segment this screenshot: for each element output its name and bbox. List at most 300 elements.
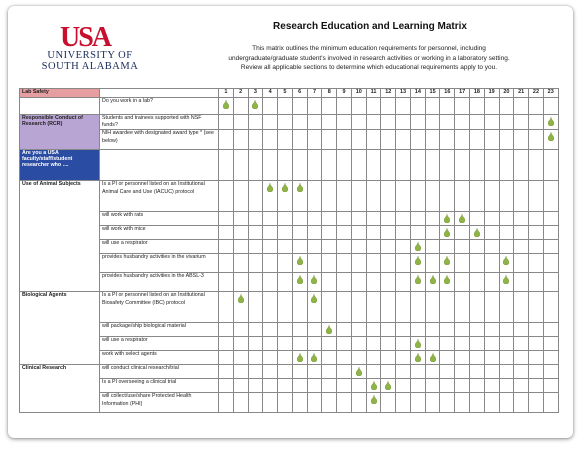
matrix-cell [263,351,278,365]
matrix-cell [219,393,234,413]
matrix-cell [543,226,558,240]
matrix-cell [292,212,307,226]
matrix-cell [440,365,455,379]
matrix-cell [529,365,544,379]
matrix-cell [425,212,440,226]
matrix-cell [425,226,440,240]
matrix-cell [529,351,544,365]
matrix-cell [292,337,307,351]
matrix-cell [543,240,558,254]
question-text: Is a PI or personnel listed on an Institutional Animal Care and Use (IACUC) protocol [100,181,219,212]
question-text: will use a respirator [100,337,219,351]
requirement-drop-icon [311,353,317,362]
matrix-cell [219,240,234,254]
matrix-cell [278,115,293,130]
matrix-cell [381,254,396,273]
matrix-cell [292,130,307,150]
matrix-cell [514,240,529,254]
question-text: will conduct clinical research/trial [100,365,219,379]
matrix-cell [292,323,307,337]
matrix-cell [366,351,381,365]
matrix-cell [514,150,529,181]
matrix-cell [381,240,396,254]
matrix-cell [499,150,514,181]
matrix-cell [322,273,337,292]
matrix-cell [514,323,529,337]
column-number: 18 [470,89,485,98]
matrix-cell [440,351,455,365]
column-number: 21 [514,89,529,98]
matrix-cell [322,226,337,240]
matrix-cell [263,98,278,115]
matrix-cell [425,130,440,150]
matrix-cell [292,240,307,254]
matrix-cell [499,240,514,254]
question-text: provides husbandry activities in the ABSL-3 [100,273,219,292]
matrix-cell [248,212,263,226]
matrix-cell [351,212,366,226]
matrix-cell [455,273,470,292]
matrix-cell [455,254,470,273]
matrix-cell [337,181,352,212]
matrix-cell [263,240,278,254]
matrix-cell [366,337,381,351]
matrix-cell [248,240,263,254]
matrix-row [20,337,559,351]
matrix-cell [351,240,366,254]
matrix-cell [263,337,278,351]
matrix-cell [529,393,544,413]
column-number: 10 [351,89,366,98]
matrix-cell [484,365,499,379]
matrix-cell [278,240,293,254]
matrix-cell [219,115,234,130]
matrix-row [20,351,559,365]
matrix-cell [351,150,366,181]
matrix-cell [366,130,381,150]
matrix-cell [263,130,278,150]
matrix-cell [440,150,455,181]
matrix-cell [410,181,425,212]
matrix-cell [322,115,337,130]
matrix-cell [425,351,440,365]
matrix-cell [440,212,455,226]
matrix-cell [322,351,337,365]
matrix-cell [470,365,485,379]
matrix-cell [292,115,307,130]
matrix-cell [514,212,529,226]
matrix-cell [278,212,293,226]
column-number: 6 [292,89,307,98]
matrix-cell [292,292,307,323]
matrix-cell [455,98,470,115]
matrix-row [20,292,559,323]
matrix-cell [278,351,293,365]
matrix-cell [499,273,514,292]
column-number: 16 [440,89,455,98]
matrix-cell [396,351,411,365]
matrix-cell [514,254,529,273]
matrix-cell [410,240,425,254]
matrix-cell [381,273,396,292]
matrix-cell [366,254,381,273]
matrix-cell [514,226,529,240]
matrix-cell [470,351,485,365]
matrix-cell [543,181,558,212]
requirement-drop-icon [444,228,450,237]
matrix-cell [322,98,337,115]
matrix-cell [470,273,485,292]
matrix-cell [410,150,425,181]
matrix-cell [425,240,440,254]
matrix-cell [337,98,352,115]
matrix-cell [307,292,322,323]
question-text: work with select agents [100,351,219,365]
matrix-cell [351,323,366,337]
matrix-cell [337,150,352,181]
requirement-drop-icon [548,132,554,141]
matrix-cell [410,226,425,240]
matrix-row [20,254,559,273]
matrix-cell [455,337,470,351]
matrix-cell [278,365,293,379]
matrix-cell [529,240,544,254]
matrix-cell [529,212,544,226]
matrix-cell [292,273,307,292]
matrix-cell [484,393,499,413]
question-text [100,150,219,181]
column-number: 9 [337,89,352,98]
matrix-cell [410,273,425,292]
matrix-cell [470,212,485,226]
matrix-cell [499,337,514,351]
matrix-cell [529,254,544,273]
matrix-cell [543,273,558,292]
column-number: 20 [499,89,514,98]
requirement-drop-icon [267,183,273,192]
matrix-row [20,365,559,379]
matrix-cell [410,115,425,130]
matrix-cell [440,337,455,351]
matrix-cell [499,351,514,365]
matrix-row [20,98,559,115]
matrix-cell [529,115,544,130]
matrix-cell [337,115,352,130]
matrix-cell [248,351,263,365]
matrix-cell [396,130,411,150]
matrix-cell [278,379,293,393]
matrix-cell [470,240,485,254]
matrix-cell [219,130,234,150]
matrix-cell [351,181,366,212]
question-text: provides husbandry activities in the vivarium [100,254,219,273]
matrix-cell [440,98,455,115]
matrix-cell [381,150,396,181]
matrix-cell [219,273,234,292]
matrix-cell [514,337,529,351]
matrix-cell [322,240,337,254]
matrix-cell [337,379,352,393]
matrix-row [20,226,559,240]
matrix-cell [248,226,263,240]
matrix-cell [470,150,485,181]
header-blank-cell [100,89,219,98]
matrix-cell [440,254,455,273]
matrix-cell [292,150,307,181]
matrix-cell [381,226,396,240]
matrix-cell [219,379,234,393]
matrix-cell [322,181,337,212]
matrix-cell [322,150,337,181]
matrix-cell [233,337,248,351]
matrix-cell [366,98,381,115]
matrix-cell [425,292,440,323]
matrix-cell [484,226,499,240]
matrix-cell [455,226,470,240]
matrix-cell [248,150,263,181]
matrix-cell [278,226,293,240]
matrix-cell [484,351,499,365]
matrix-cell [307,337,322,351]
matrix-cell [381,351,396,365]
matrix-cell [322,365,337,379]
matrix-cell [307,130,322,150]
matrix-cell [322,379,337,393]
matrix-row [20,150,559,181]
matrix-cell [366,181,381,212]
matrix-cell [410,393,425,413]
matrix-cell [278,323,293,337]
matrix-cell [381,212,396,226]
requirement-drop-icon [415,339,421,348]
matrix-cell [278,292,293,323]
matrix-cell [529,292,544,323]
matrix-cell [514,351,529,365]
column-header-row [20,89,559,98]
matrix-cell [425,115,440,130]
matrix-cell [292,254,307,273]
matrix-cell [484,273,499,292]
matrix-cell [366,365,381,379]
matrix-cell [337,337,352,351]
requirement-drop-icon [297,275,303,284]
matrix-cell [514,292,529,323]
matrix-cell [278,98,293,115]
matrix-cell [440,393,455,413]
matrix-cell [455,351,470,365]
matrix-cell [514,273,529,292]
matrix-cell [543,98,558,115]
matrix-cell [440,130,455,150]
question-text: will package/ship biological material [100,323,219,337]
matrix-cell [351,254,366,273]
matrix-cell [484,130,499,150]
matrix-cell [396,292,411,323]
matrix-cell [263,115,278,130]
matrix-cell [410,292,425,323]
matrix-cell [337,254,352,273]
matrix-row [20,379,559,393]
matrix-cell [396,337,411,351]
matrix-cell [381,292,396,323]
matrix-cell [529,379,544,393]
matrix-cell [337,351,352,365]
column-number: 3 [248,89,263,98]
matrix-cell [543,130,558,150]
matrix-cell [499,212,514,226]
matrix-cell [233,351,248,365]
matrix-cell [263,226,278,240]
requirement-drop-icon [415,353,421,362]
section-cell-empty [20,98,100,115]
matrix-cell [219,181,234,212]
matrix-cell [529,273,544,292]
matrix-cell [263,150,278,181]
matrix-cell [440,379,455,393]
matrix-cell [351,351,366,365]
matrix-cell [337,292,352,323]
matrix-cell [470,292,485,323]
matrix-cell [396,323,411,337]
requirement-drop-icon [415,256,421,265]
matrix-cell [440,115,455,130]
requirement-drop-icon [474,228,480,237]
matrix-cell [278,273,293,292]
matrix-cell [233,273,248,292]
matrix-cell [307,365,322,379]
question-text: will use a respirator [100,240,219,254]
matrix-cell [263,273,278,292]
matrix-cell [366,379,381,393]
column-number: 2 [233,89,248,98]
matrix-cell [233,130,248,150]
matrix-cell [307,212,322,226]
matrix-cell [396,365,411,379]
matrix-cell [307,254,322,273]
matrix-cell [425,98,440,115]
matrix-cell [322,323,337,337]
matrix-cell [455,393,470,413]
matrix-cell [322,337,337,351]
matrix-cell [366,240,381,254]
matrix-cell [470,98,485,115]
matrix-cell [484,337,499,351]
column-number: 23 [543,89,558,98]
matrix-cell [233,254,248,273]
matrix-cell [219,226,234,240]
matrix-cell [410,337,425,351]
matrix-cell [233,212,248,226]
matrix-cell [529,130,544,150]
matrix-cell [455,323,470,337]
matrix-cell [514,379,529,393]
matrix-cell [219,323,234,337]
matrix-cell [381,98,396,115]
matrix-cell [307,226,322,240]
matrix-cell [470,226,485,240]
matrix-cell [366,150,381,181]
question-text: Do you work in a lab? [100,98,219,115]
matrix-cell [292,181,307,212]
matrix-cell [351,379,366,393]
matrix-cell [248,323,263,337]
matrix-cell [307,379,322,393]
column-number: 1 [219,89,234,98]
matrix-cell [396,181,411,212]
question-text: will collect/use/share Protected Health Information (PHI) [100,393,219,413]
intro-text [204,44,534,73]
matrix-cell [366,226,381,240]
intro-line: undergraduate/graduate student's involved in research activities or working in a laboratory setting. [228,54,510,62]
question-text: will work with mice [100,226,219,240]
matrix-cell [440,273,455,292]
matrix-cell [396,393,411,413]
matrix-cell [233,181,248,212]
matrix-cell [514,393,529,413]
matrix-cell [499,226,514,240]
matrix-cell [440,240,455,254]
matrix-cell [499,323,514,337]
matrix-cell [233,240,248,254]
matrix-cell [470,181,485,212]
matrix-cell [410,254,425,273]
matrix-cell [484,254,499,273]
question-text: Students and trainees supported with NSF funds? [100,115,219,130]
matrix-cell [292,393,307,413]
requirement-drop-icon [297,183,303,192]
matrix-cell [322,292,337,323]
matrix-cell [233,292,248,323]
matrix-cell [263,254,278,273]
matrix-cell [381,181,396,212]
matrix-cell [425,181,440,212]
matrix-cell [233,379,248,393]
matrix-cell [484,98,499,115]
matrix-cell [425,393,440,413]
svg-text:USA: USA [60,22,111,50]
matrix-cell [514,365,529,379]
column-number: 15 [425,89,440,98]
matrix-cell [219,254,234,273]
matrix-cell [322,254,337,273]
matrix-cell [529,150,544,181]
matrix-cell [543,337,558,351]
matrix-cell [470,130,485,150]
requirement-drop-icon [430,353,436,362]
matrix-cell [484,379,499,393]
matrix-cell [278,393,293,413]
matrix-cell [366,393,381,413]
matrix-cell [440,181,455,212]
matrix-cell [233,365,248,379]
requirement-drop-icon [444,214,450,223]
requirement-drop-icon [311,294,317,303]
intro-line: Review all applicable sections to determine which educational requirements apply to you. [240,64,498,72]
matrix-cell [529,226,544,240]
matrix-cell [484,212,499,226]
matrix-cell [425,365,440,379]
matrix-cell [366,323,381,337]
matrix-cell [351,130,366,150]
requirement-drop-icon [503,256,509,265]
column-number: 14 [410,89,425,98]
matrix-row [20,115,559,130]
matrix-cell [396,226,411,240]
matrix-cell [543,393,558,413]
matrix-cell [322,130,337,150]
matrix-cell [484,150,499,181]
matrix-cell [543,365,558,379]
